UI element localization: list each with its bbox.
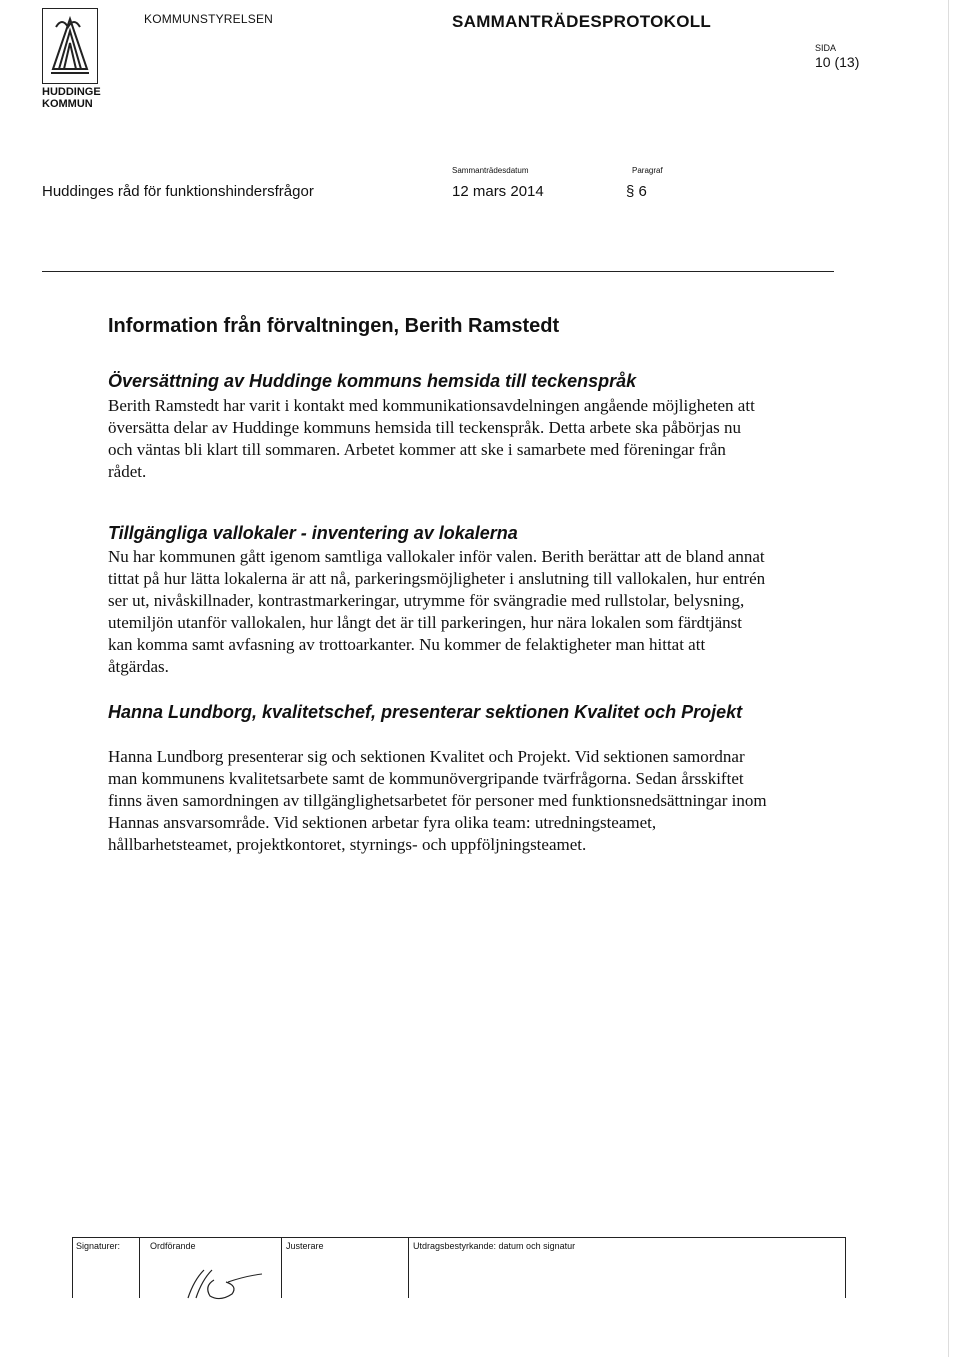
signature-divider <box>139 1238 140 1298</box>
page-title: Information från förvaltningen, Berith Ramstedt <box>108 315 560 337</box>
section-text: Nu har kommunen gått igenom samtliga vallokaler inför valen. Berith berättar att de bland annat tittat på hur lätta lokalerna är att nå, parkeringsmöjligheter i anslutning till vallokalen, hur entrén ser ut, nivåskillnader, kontrastmarkeringar, utrymme för svängradie med rullstolar, belysning, utemiljön utanför vallokalen, hur långt det är till parkeringen, hur nära lokalen som färdtjänst kan komma samt avfasning av trottoarkanter. Nu kommer de felaktigheter man hittat att åtgärdas. <box>108 547 766 676</box>
signature-divider <box>408 1238 409 1298</box>
chair-label: Ordförande <box>150 1241 196 1251</box>
page-label: SIDA <box>815 43 837 53</box>
section-text: Berith Ramstedt har varit i kontakt med kommunikationsavdelningen angående möjligheten att översätta delar av Huddinge kommuns hemsida till teckenspråk. Detta arbete ska påbörjas nu och väntas bli klart till sommaren. Arbetet kommer att ske i samarbete med föreningar från rådet. <box>108 396 755 481</box>
adjuster-label: Justerare <box>286 1241 324 1251</box>
paragraph-label: Paragraf <box>632 166 663 175</box>
page-edge <box>948 0 949 1357</box>
council-name: Huddinges råd för funktionshindersfrågor <box>42 183 314 200</box>
header-divider <box>42 271 834 272</box>
coat-of-arms-icon <box>42 8 98 84</box>
section-heading: Tillgängliga vallokaler - inventering av lokalerna <box>108 523 518 543</box>
section-text: Hanna Lundborg presenterar sig och sektionen Kvalitet och Projekt. Vid sektionen samordnar man kommunens kvalitetsarbete samt de kommunövergripande tvärfrågorna. Sedan årsskiftet finns även samordningen av tillgänglighetsarbetet för personer med funktionsnedsättningar inom Hannas ansvarsområde. Vid sektionen arbetar fyra olika team: utredningsteamet, hållbarhetsteamet, projektkontoret, styrnings- och uppföljningsteamet. <box>108 747 767 854</box>
meeting-date-label: Sammanträdesdatum <box>452 166 529 175</box>
paragraph-number: § 6 <box>626 183 647 200</box>
organization-name: KOMMUNSTYRELSEN <box>144 12 274 26</box>
page-number: 10 (13) <box>815 54 860 70</box>
logo-text: HUDDINGE KOMMUN <box>42 86 101 110</box>
signatures-label: Signaturer: <box>76 1241 121 1251</box>
municipality-logo <box>42 8 102 110</box>
handwritten-signature <box>178 1258 268 1304</box>
section-heading: Hanna Lundborg, kvalitetschef, presenterar sektionen Kvalitet och Projekt <box>108 702 743 722</box>
section-heading: Översättning av Huddinge kommuns hemsida till teckenspråk <box>108 371 637 391</box>
meeting-date: 12 mars 2014 <box>452 183 544 200</box>
signature-divider <box>281 1238 282 1298</box>
document-type: SAMMANTRÄDESPROTOKOLL <box>452 12 712 31</box>
extract-label: Utdragsbestyrkande: datum och signatur <box>413 1241 576 1251</box>
